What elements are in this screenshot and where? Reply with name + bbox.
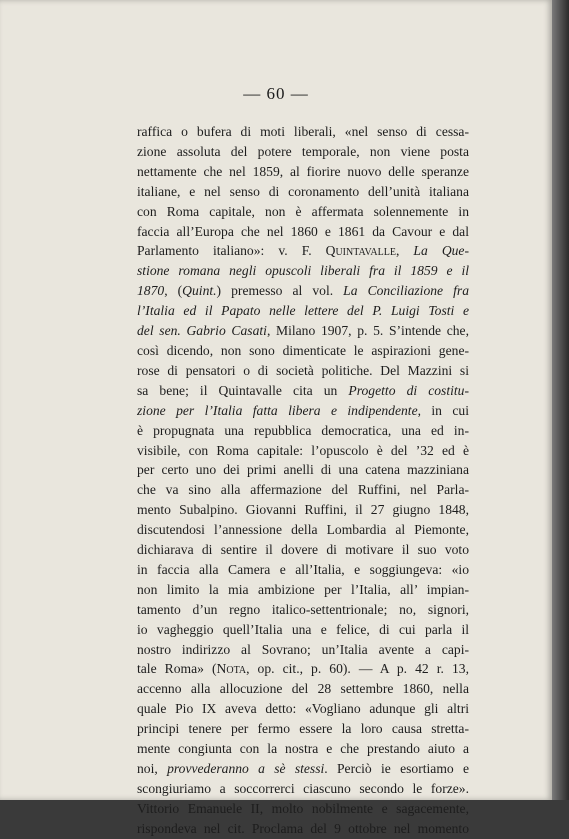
text-line: tamento d’un regno italico-settentrionale; no, signori, [137, 601, 469, 617]
text-line: mento Subalpino. Giovanni Ruffini, il 27 giugno 1848, [137, 502, 469, 518]
text-line: io vagheggio quell’Italia una e felice, di cui parla il [137, 621, 469, 637]
text-line: discutendosi l’annessione della Lombardia al Piemonte, [137, 522, 469, 538]
text-line: zione assoluta del potere temporale, non viene posta [137, 143, 469, 159]
text-line: sa bene; il Quintavalle cita un Progetto di costitu- [137, 382, 469, 398]
text-line: quale Pio IX aveva detto: «Vogliano adunque gli altri [137, 701, 469, 717]
text-line: non limito la mia ambizione per l’Italia, all’ impian- [137, 581, 469, 597]
text-line: principi tenere per fermo essere la loro causa stretta- [137, 721, 469, 737]
text-line: faccia all’Europa che nel 1860 e 1861 da Cavour e dal [137, 223, 469, 239]
text-line: l’Italia ed il Papato nelle lettere del P. Luigi Tosti e [137, 303, 469, 319]
text-line: rose di pensatori o di società politiche. Del Mazzini si [137, 362, 469, 378]
body-text [137, 122, 469, 839]
page-number: — 60 — [243, 84, 309, 103]
text-line: stione romana negli opuscoli liberali fra il 1859 e il [137, 263, 469, 279]
text-line: Parlamento italiano»: v. F. Quintavalle, La Que- [137, 243, 469, 259]
text-line: è propugnata una repubblica democratica, una ed in- [137, 422, 469, 438]
text-line: nettamente che nel 1859, al fiorire nuovo delle speranze [137, 163, 469, 179]
text-line: noi, provvederanno a sè stessi. Perciò ie esortiamo e [137, 761, 470, 776]
text-line: mente congiunta con la nostra e che prestando aiuto a [137, 741, 469, 757]
text-line: per certo uno dei primi anelli di una catena mazziniana [137, 462, 469, 478]
page-edge-shadow [552, 0, 569, 800]
text-line: così dicendo, non sono dimenticate le aspirazioni gene- [137, 342, 469, 358]
text-line: tale Roma» (Nota, op. cit., p. 60). — A p. 42 r. 13, [137, 661, 469, 677]
text-line: del sen. Gabrio Casati, Milano 1907, p. 5. S’intende che, [137, 323, 469, 339]
text-line: zione per l’Italia fatta libera e indipendente, in cui [137, 402, 469, 418]
text-line: scongiuriamo a soccorrerci ciascuno secondo le forze». [137, 780, 469, 796]
text-line: con Roma capitale, non è affermata solennemente in [137, 203, 469, 219]
text-line: italiane, e nel senso di coronamento dell’unità italiana [137, 183, 469, 199]
text-line: rispondeva nel cit. Proclama del 9 ottobre nel momento [137, 820, 469, 836]
text-line: che va sino alla affermazione del Ruffini, nel Parla- [137, 482, 469, 498]
text-line: accenno alla allocuzione del 28 settembre 1860, nella [137, 681, 469, 697]
text-line: visibile, con Roma capitale: l’opuscolo è del ’32 ed è [137, 442, 469, 458]
text-line: Vittorio Emanuele II, molto nobilmente e sagacemente, [137, 800, 469, 816]
text-line: in faccia alla Camera e all’Italia, e soggiungeva: «io [137, 561, 469, 577]
text-line: raffica o bufera di moti liberali, «nel senso di cessa- [137, 124, 469, 139]
text-line: nostro indirizzo al Sovrano; un’Italia avente a capi- [137, 641, 469, 657]
text-line: 1870, (Quint.) premesso al vol. La Conciliazione fra [137, 283, 469, 299]
text-line: dichiarava di sentire il dovere di motivare il suo voto [137, 542, 469, 558]
